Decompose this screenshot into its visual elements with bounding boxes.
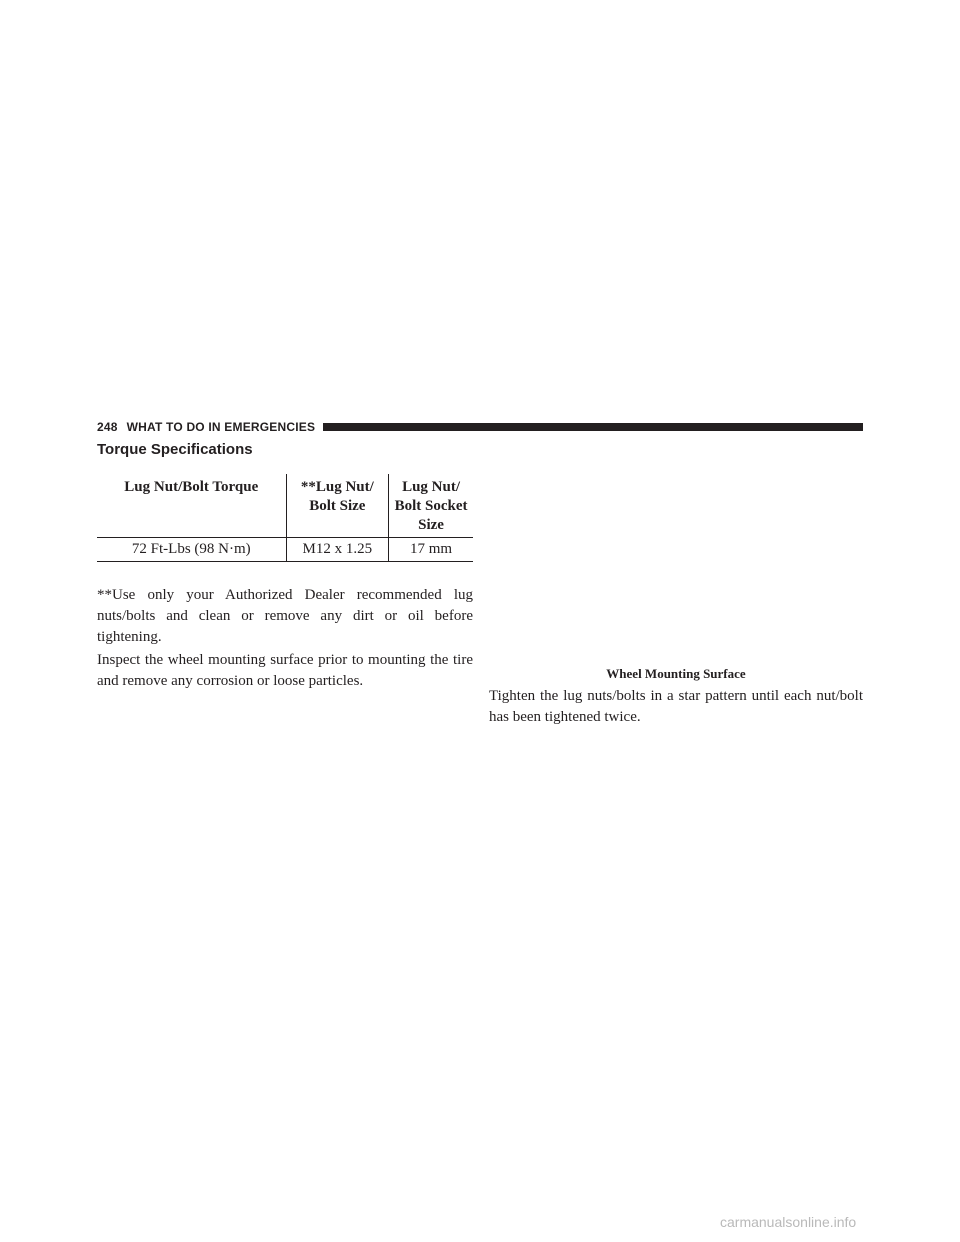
section-title: WHAT TO DO IN EMERGENCIES — [126, 420, 316, 434]
torque-specifications-heading: Torque Specifications — [97, 441, 253, 458]
watermark: carmanualsonline.info — [720, 1214, 857, 1230]
cell-socket-size-value: 17 mm — [389, 538, 473, 562]
table-header-row — [97, 474, 473, 538]
header-rule — [323, 423, 863, 431]
page-number: 248 — [97, 420, 118, 434]
cell-bolt-size-value: M12 x 1.25 — [286, 538, 389, 562]
inspect-paragraph: Inspect the wheel mounting surface prior to mounting the tire and remove any corrosion or loose particles. — [97, 652, 473, 689]
tighten-paragraph: Tighten the lug nuts/bolts in a star pattern until each nut/bolt has been tightened twice. — [489, 688, 863, 725]
figure-caption: Wheel Mounting Surface — [606, 666, 746, 681]
page-header — [97, 419, 863, 435]
torque-specifications-table — [97, 474, 473, 562]
header-lug-nut-bolt-size: **Lug Nut/ Bolt Size — [286, 474, 389, 538]
header-lug-nut-bolt-torque: Lug Nut/Bolt Torque — [97, 474, 286, 538]
wheel-mounting-surface-figure — [489, 474, 863, 660]
table-row — [97, 538, 473, 562]
header-lug-nut-bolt-socket-size: Lug Nut/ Bolt Socket Size — [389, 474, 473, 538]
cell-torque-value: 72 Ft-Lbs (98 N·m) — [97, 538, 286, 562]
footnote-paragraph: **Use only your Authorized Dealer recommended lug nuts/bolts and clean or remove any dirt or oil before tightening. — [97, 587, 473, 645]
